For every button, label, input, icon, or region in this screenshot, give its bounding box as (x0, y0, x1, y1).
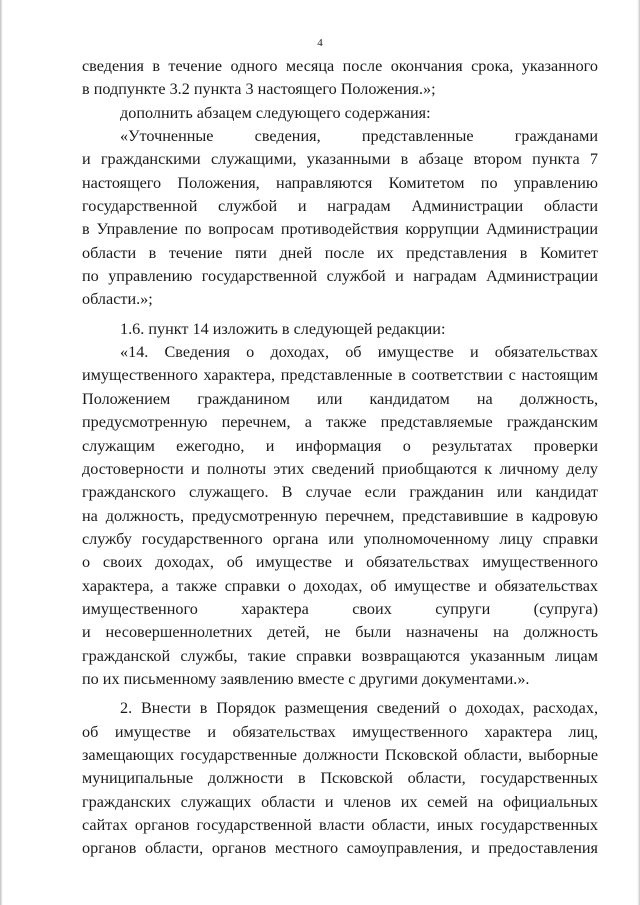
text-line: гражданской службы, такие справки возвращаются указанным лицам (82, 646, 598, 665)
text-line: и гражданскими служащими, указанными в абзаце втором пункта 7 (82, 150, 598, 169)
text-line: настоящего Положения, направляются Комитетом по управлению (82, 173, 598, 192)
text-line: области в течение пяти дней после их представления в Комитет (82, 243, 598, 262)
text-line: достоверности и полноты этих сведений приобщаются к личному делу (82, 459, 598, 478)
text-line: о своих доходах, об имуществе и обязательствах имущественного (82, 553, 598, 572)
text-line: 2. Внести в Порядок размещения сведений о доходах, расходах, (120, 699, 598, 718)
text-line: дополнить абзацем следующего содержания: (120, 103, 431, 122)
text-line: по управлению государственной службой и наградам Администрации (82, 267, 598, 286)
text-line: в Управление по вопросам противодействия коррупции Администрации (82, 220, 598, 239)
text-line: сведения в течение одного месяца после окончания срока, указанного (82, 57, 598, 75)
text-line: области.»; (82, 290, 153, 309)
text-line: органов области, органов местного самоуправления, и предоставления (82, 839, 598, 858)
text-line: характера, а также справки о доходах, об имуществе и обязательствах (82, 576, 598, 595)
text-line: замещающих государственные должности Псковской области, выборные (82, 745, 598, 764)
text-line: по их письменному заявлению вместе с другими документами.». (82, 669, 530, 688)
text-line: службу государственного органа или уполномоченному лицу справки (82, 529, 598, 548)
text-line: на должность, предусмотренную перечнем, представившие в кадровую (82, 506, 598, 525)
document-body (82, 55, 598, 861)
text-line: гражданского служащего. В случае если гражданин или кандидат (82, 483, 598, 502)
text-line: имущественного характера своих супруги (супруга) (82, 599, 598, 618)
text-line: в подпункте 3.2 пункта 3 настоящего Положения.»; (82, 80, 436, 99)
text-line: «Уточненные сведения, представленные гражданами (120, 127, 598, 146)
text-line: муниципальные должности в Псковской области, государственных (82, 769, 598, 788)
text-line: гражданских служащих области и членов их семей на официальных (82, 792, 598, 811)
text-line: имущественного характера, представленные в соответствии с настоящим (82, 366, 598, 385)
text-line: государственной службой и наградам Администрации области (82, 197, 598, 216)
text-line: и несовершеннолетних детей, не были назначены на должность (82, 623, 598, 642)
text-line: об имуществе и обязательствах имущественного характера лиц, (82, 722, 598, 741)
text-line: предусмотренную перечнем, а также представляемые гражданским (82, 413, 598, 432)
page-number: 4 (317, 37, 323, 49)
text-line: сайтах органов государственной власти области, иных государственных (82, 816, 598, 834)
text-line: Положением гражданином или кандидатом на должность, (82, 389, 598, 408)
scan-edge-left (0, 0, 3, 905)
text-line: 1.6. пункт 14 изложить в следующей редакции: (120, 319, 446, 338)
text-line: «14. Сведения о доходах, об имуществе и обязательствах (120, 343, 598, 362)
text-line: служащим ежегодно, и информация о результатах проверки (82, 436, 598, 455)
